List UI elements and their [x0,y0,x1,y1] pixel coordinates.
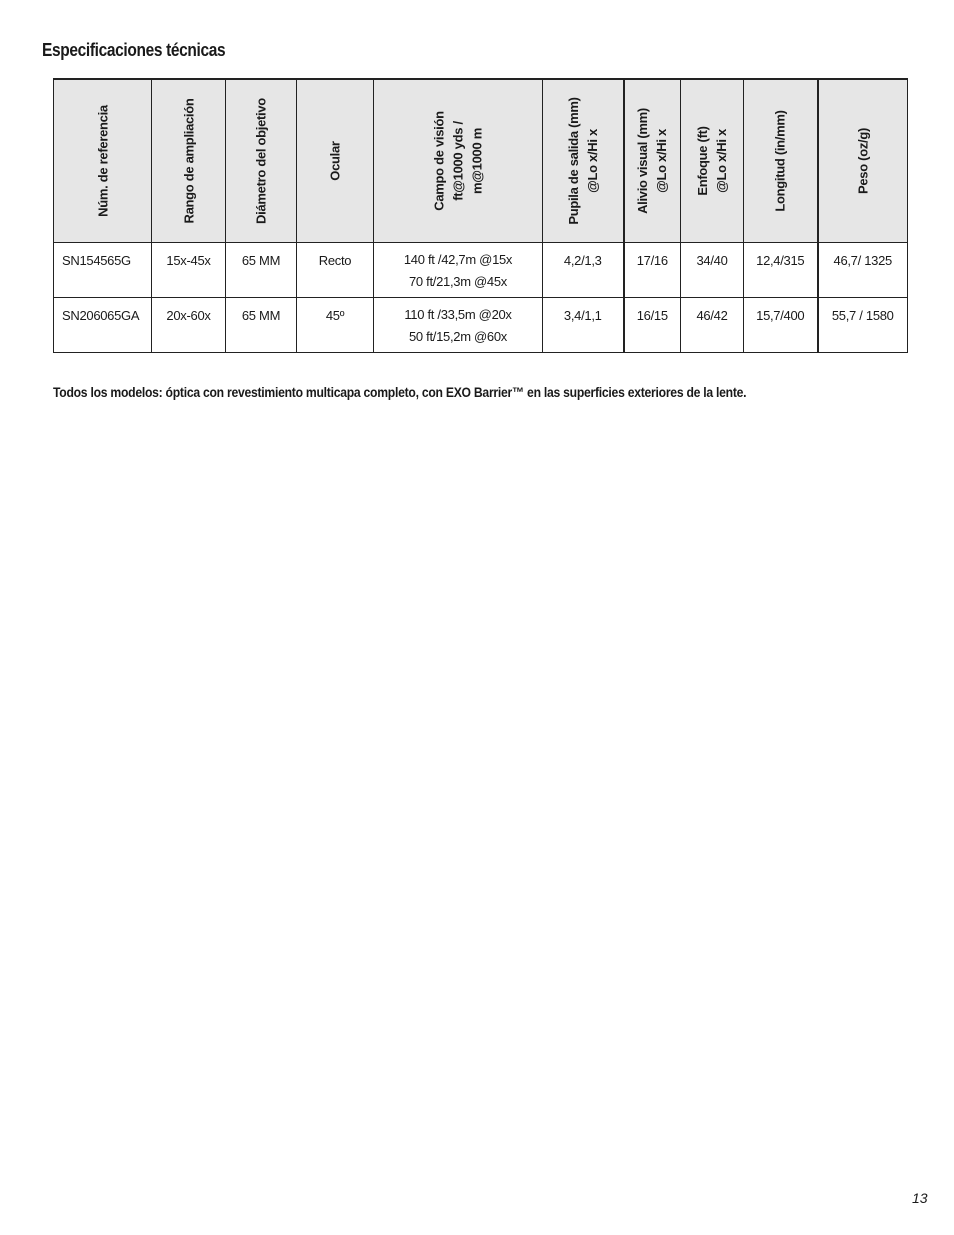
cell-weight: 55,7 / 1580 [818,297,908,352]
cell-reference-number: SN206065GA [54,297,152,352]
header-magnification-range: Rango de ampliación [152,79,226,242]
table-row [54,242,908,297]
cell-weight: 46,7/ 1325 [818,242,908,297]
page-number: 13 [912,1190,928,1206]
cell-magnification-range: 15x-45x [152,242,226,297]
page-title: Especificaciones técnicas [42,40,226,60]
header-weight: Peso (oz/g) [818,79,908,242]
footnote: Todos los modelos: óptica con revestimiento multicapa completo, con EXO Barrier™ en las superficies exteriores de la lente. [53,384,747,400]
cell-reference-number: SN154565G [54,242,152,297]
cell-exit-pupil: 3,4/1,1 [543,297,624,352]
cell-eyepiece: Recto [297,242,374,297]
cell-focus: 34/40 [681,242,744,297]
cell-objective-diameter: 65 MM [226,297,297,352]
header-exit-pupil: Pupila de salida (mm) @Lo x/Hi x [543,79,624,242]
header-eye-relief: Alivio visual (mm) @Lo x/Hi x [624,79,681,242]
cell-field-of-view: 110 ft /33,5m @20x 50 ft/15,2m @60x [374,297,543,352]
cell-magnification-range: 20x-60x [152,297,226,352]
header-focus: Enfoque (ft) @Lo x/Hi x [681,79,744,242]
cell-exit-pupil: 4,2/1,3 [543,242,624,297]
table-row [54,297,908,352]
specifications-table [53,78,908,353]
header-length: Longitud (in/mm) [744,79,818,242]
table-header-row [54,79,908,242]
cell-objective-diameter: 65 MM [226,242,297,297]
cell-eye-relief: 17/16 [624,242,681,297]
header-objective-diameter: Diámetro del objetivo [226,79,297,242]
header-eyepiece: Ocular [297,79,374,242]
header-reference-number: Núm. de referencia [54,79,152,242]
header-field-of-view: Campo de visión ft@1000 yds / m@1000 m [374,79,543,242]
cell-length: 15,7/400 [744,297,818,352]
cell-field-of-view: 140 ft /42,7m @15x 70 ft/21,3m @45x [374,242,543,297]
cell-length: 12,4/315 [744,242,818,297]
cell-focus: 46/42 [681,297,744,352]
cell-eyepiece: 45º [297,297,374,352]
cell-eye-relief: 16/15 [624,297,681,352]
